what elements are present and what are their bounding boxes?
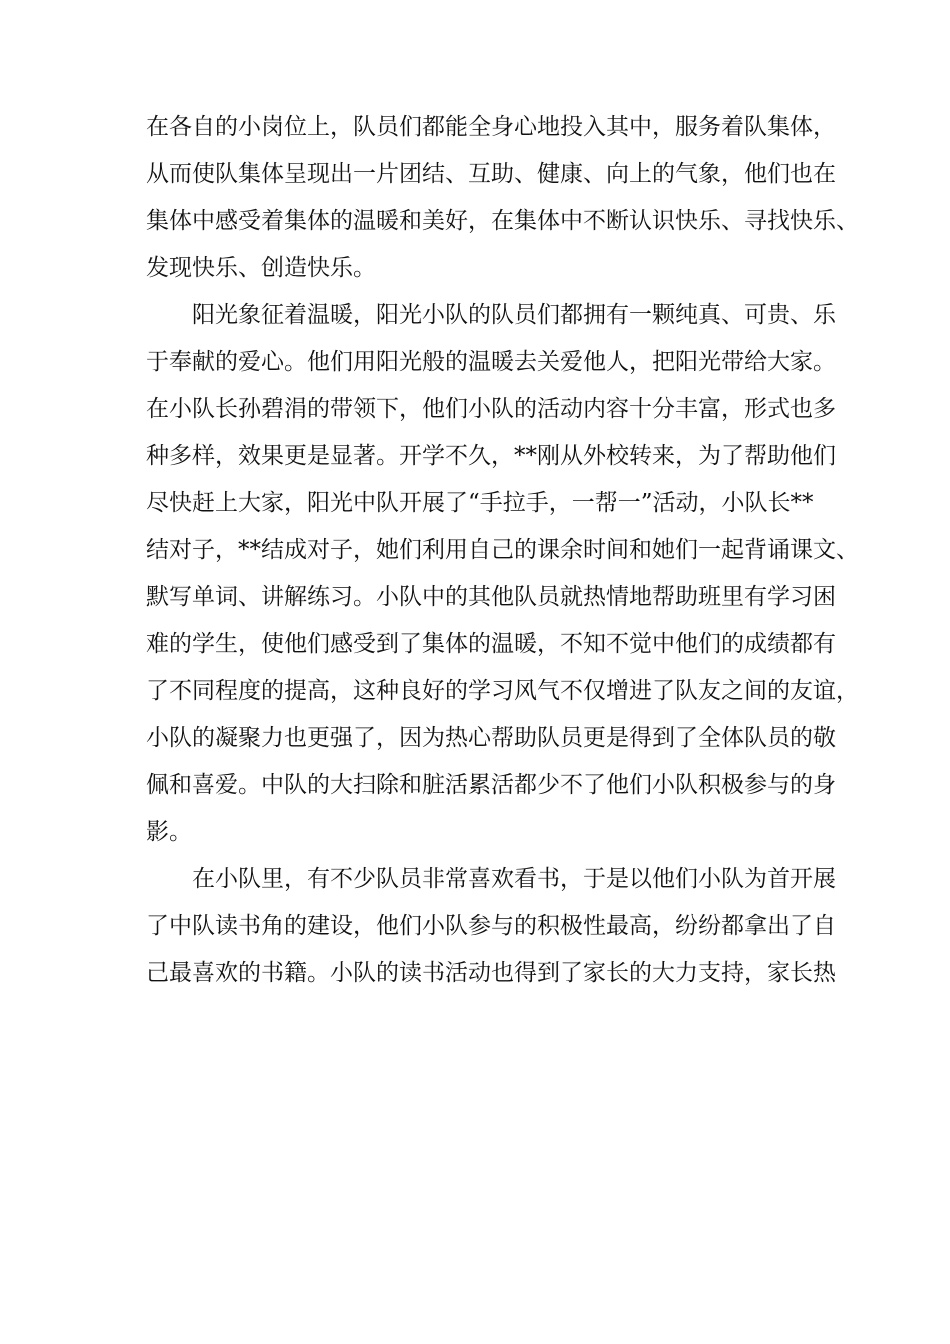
text-line: 集体中感受着集体的温暖和美好，在集体中不断认识快乐、寻找快乐、 <box>146 208 859 234</box>
text-line: 在小队长孙碧涓的带领下，他们小队的活动内容十分丰富，形式也多 <box>146 396 836 422</box>
paragraph <box>146 856 836 997</box>
text-line: 小队的凝聚力也更强了，因为热心帮助队员更是得到了全体队员的敬 <box>146 725 836 751</box>
text-line: 在各自的小岗位上，队员们都能全身心地投入其中，服务着队集体， <box>146 114 836 140</box>
text-line: 默写单词、讲解练习。小队中的其他队员就热情地帮助班里有学习困 <box>146 584 836 610</box>
text-line: 了不同程度的提高，这种良好的学习风气不仅增进了队友之间的友谊， <box>146 678 859 704</box>
text-line: 于奉献的爱心。他们用阳光般的温暖去关爱他人，把阳光带给大家。 <box>146 349 836 375</box>
text-line: 发现快乐、创造快乐。 <box>146 255 376 281</box>
paragraph <box>146 104 859 292</box>
body-text <box>146 104 859 997</box>
text-line: 结对子，**结成对子，她们利用自己的课余时间和她们一起背诵课文、 <box>146 537 859 563</box>
text-line: 在小队里，有不少队员非常喜欢看书，于是以他们小队为首开展 <box>192 866 836 892</box>
text-line: 己最喜欢的书籍。小队的读书活动也得到了家长的大力支持，家长热 <box>146 960 836 986</box>
text-line: 种多样，效果更是显著。开学不久，**刚从外校转来，为了帮助他们 <box>146 443 836 469</box>
text-line: 了中队读书角的建设，他们小队参与的积极性最高，纷纷都拿出了自 <box>146 913 836 939</box>
text-line: 从而使队集体呈现出一片团结、互助、健康、向上的气象，他们也在 <box>146 161 836 187</box>
paragraph <box>146 292 859 856</box>
text-line: 影。 <box>146 819 192 845</box>
text-line: 尽快赶上大家，阳光中队开展了“手拉手，一帮一”活动，小队长** <box>146 490 814 516</box>
text-line: 阳光象征着温暖，阳光小队的队员们都拥有一颗纯真、可贵、乐 <box>192 302 836 328</box>
text-line: 佩和喜爱。中队的大扫除和脏活累活都少不了他们小队积极参与的身 <box>146 772 836 798</box>
text-line: 难的学生，使他们感受到了集体的温暖，不知不觉中他们的成绩都有 <box>146 631 836 657</box>
